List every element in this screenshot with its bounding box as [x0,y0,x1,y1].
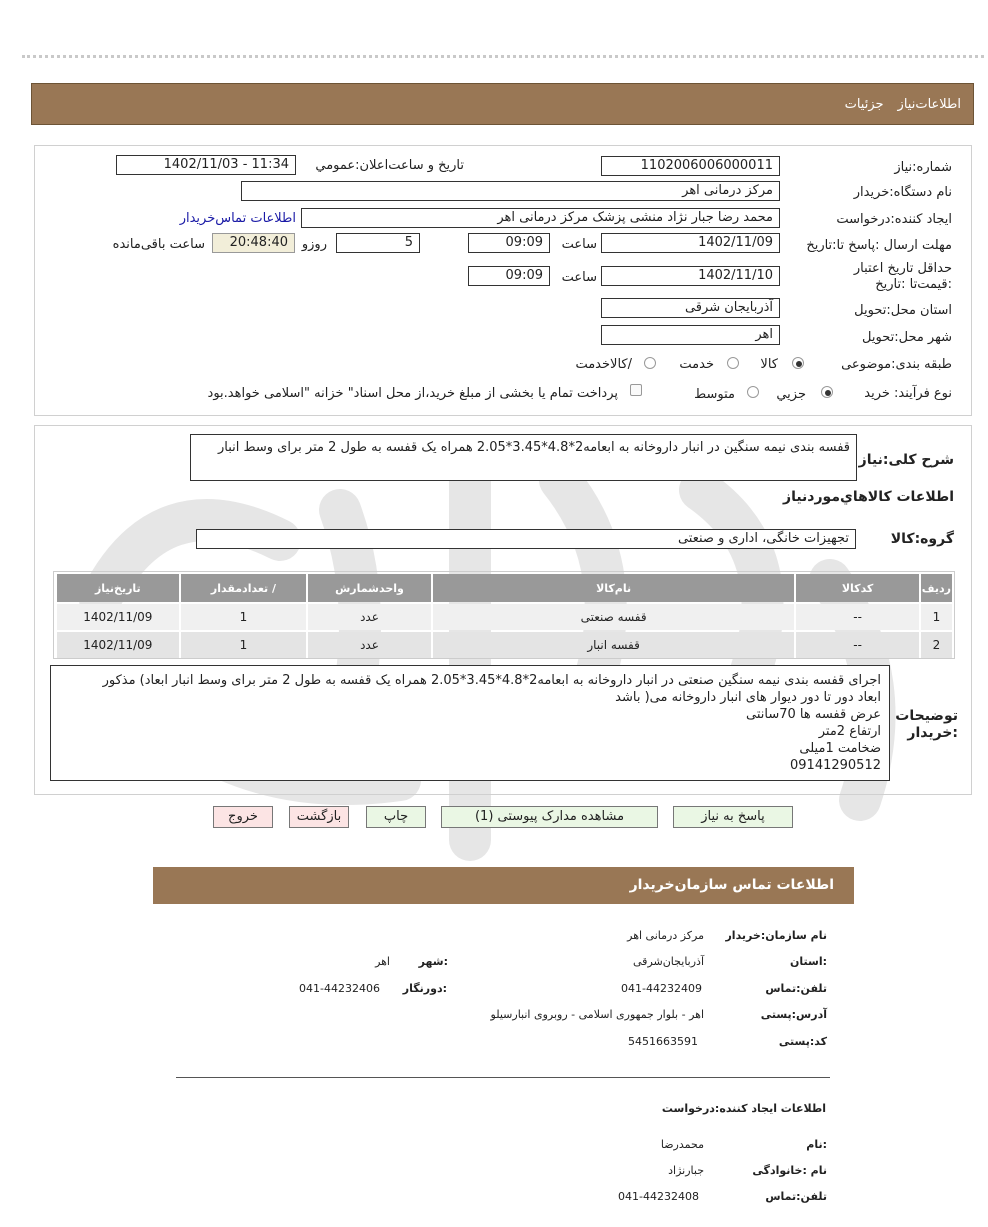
items-table-header [57,574,952,602]
col-code: کدکالا [796,574,918,602]
buyer-contact-link[interactable]: اطلاعات تماس‌خریدار [179,211,296,226]
contact-org-label: نام سازمان:خریدار [725,929,827,942]
buyer-org-field: مرکز درمانی اهر [241,181,780,201]
validity-label: حداقل تاریخ اعتبار :قیمت‌تا :تاریخ [853,261,952,292]
creator-label: ایجاد کننده:درخواست [836,212,952,227]
cell-name: قفسه انبار [433,632,795,658]
group-field: تجهیزات خانگی، اداری و صنعتی [196,529,856,549]
buyer-notes-line: 09141290512 [790,758,881,773]
reply-button[interactable]: پاسخ به نیاز [673,806,793,828]
col-quantity: / تعدادمقدار [181,574,307,602]
validity-date-field: 1402/11/10 [601,266,780,286]
validity-time-label: ساعت [561,270,597,285]
print-button[interactable]: چاپ [366,806,426,828]
tab-need-info[interactable]: اطلاعات‌نیاز [897,97,961,112]
contact-city-value: اهر [375,955,390,968]
days-label: روزو [301,237,327,252]
process-radio-medium[interactable] [747,386,759,398]
buyer-notes-line: عرض قفسه ها 70سانتی [746,707,881,722]
deadline-date-field: 1402/11/09 [601,233,780,253]
description-label: شرح کلی:نیاز [858,452,954,468]
creator-info-title: اطلاعات ایجاد کننده:درخواست [661,1102,826,1115]
cell-unit: عدد [308,604,431,630]
province-label: استان محل:تحویل [854,303,952,318]
contact-postal-value: 5451663591 [628,1035,698,1048]
days-field: 5 [336,233,420,253]
contact-phone-value: 041-44232409 [621,982,702,995]
creator-phone-label: تلفن:تماس [765,1190,827,1203]
col-row: ردیف [921,574,952,602]
buyer-notes-field [50,665,890,781]
col-unit: واحدشمارش [308,574,431,602]
header-bar [31,83,974,125]
top-divider [22,55,984,58]
category-radio-service[interactable] [727,357,739,369]
cell-quantity: 1 [181,604,307,630]
need-number-field: 1102006006000011 [601,156,780,176]
view-attachments-button[interactable]: مشاهده مدارک پیوستی (1) [441,806,658,828]
contact-address-label: آدرس:پستی [760,1008,827,1021]
category-radio-goods[interactable] [792,357,804,369]
group-label: گروه:کالا [890,531,954,547]
table-row [57,632,952,658]
items-table [55,572,954,660]
contact-province-value: آذربایجان‌شرقی [633,955,704,968]
buyer-org-label: نام دستگاه:خریدار [853,185,952,200]
remaining-label: ساعت باقی‌مانده [112,237,205,252]
process-option-medium: متوسط [694,387,735,402]
category-radio-goods-service[interactable] [644,357,656,369]
cell-code: -- [796,632,918,658]
validity-time-field: 09:09 [468,266,550,286]
contact-section-bar [153,867,854,904]
buyer-notes-label: توضیحات :خریدار [895,708,958,741]
table-row [57,604,952,630]
contact-separator [176,1077,830,1078]
tab-details[interactable]: جزئیات [844,97,884,112]
cell-need-date: 1402/11/09 [57,632,179,658]
exit-button[interactable]: خروج [213,806,273,828]
col-need-date: تاریخ‌نیاز [57,574,179,602]
announce-field: 1402/11/03 - 11:34 [116,155,296,175]
contact-section-title: اطلاعات تماس سازمان‌خریدار [629,877,834,893]
need-number-label: شماره:نیاز [894,160,952,175]
treasury-payment-note: پرداخت تمام یا بخشی از مبلغ خرید،از محل اسناد" خزانه "اسلامی خواهد.بود [207,386,618,401]
city-label: شهر محل:تحویل [862,330,952,345]
creator-first-name-label: :نام [806,1138,827,1151]
back-button[interactable]: بازگشت [289,806,349,828]
remaining-time-field: 20:48:40 [212,233,295,253]
buyer-notes-line: ضخامت 1میلی [799,741,881,756]
category-label: طبقه بندی:موضوعی [841,357,952,372]
description-field: قفسه بندی نیمه سنگین در انبار داروخانه به ابعامه2*4.8*3.45*2.05 همراه یک قفسه به طول 2 متر برای وسط انبار [190,434,857,481]
creator-first-name-value: محمدرضا [660,1138,704,1151]
cell-unit: عدد [308,632,431,658]
creator-field: محمد رضا جبار نژاد منشی پزشک مرکز درمانی اهر [301,208,780,228]
col-name: نام‌کالا [433,574,795,602]
category-option-service: خدمت [679,357,714,372]
buyer-notes-line: ارتفاع 2متر [818,724,881,739]
goods-info-title: اطلاعات کالاهاي‌موردنیاز [783,489,954,505]
process-option-partial: جزیي [776,387,806,402]
contact-address-value: اهر - بلوار جمهوری اسلامی - روبروی انبارسیلو [490,1008,704,1021]
contact-phone-label: تلفن:تماس [765,982,827,995]
deadline-time-field: 09:09 [468,233,550,253]
cell-need-date: 1402/11/09 [57,604,179,630]
cell-name: قفسه صنعتی [433,604,795,630]
cell-row: 1 [921,604,952,630]
contact-org-value: مرکز درمانی اهر [627,929,704,942]
contact-city-label: :شهر [418,955,448,968]
buyer-notes-line: ابعاد دور تا دور دیوار های انبار داروخانه می( باشد [615,690,881,705]
province-field: آذربایجان شرقی [601,298,780,318]
category-option-goods: کالا [760,357,778,372]
cell-row: 2 [921,632,952,658]
process-radio-partial[interactable] [821,386,833,398]
announce-label: تاریخ و ساعت‌اعلان:عمومي [315,158,464,173]
buyer-notes-line: اجرای قفسه بندی نیمه سنگین صنعتی در انبار داروخانه به ابعامه2*4.8*3.45*2.05 همراه یک قفسه به طول 2 متر برای وسط انبار ابعاد) مذکور [102,673,881,688]
contact-fax-label: :دورنگار [402,982,447,995]
cell-code: -- [796,604,918,630]
process-label: نوع فرآیند: خرید [864,386,952,401]
contact-fax-value: 041-44232406 [299,982,380,995]
contact-postal-label: کد:پستی [778,1035,827,1048]
city-field: اهر [601,325,780,345]
creator-last-name-value: جبارنژاد [668,1164,704,1177]
creator-last-name-label: نام :خانوادگی [752,1164,827,1177]
contact-province-label: :استان [790,955,827,968]
treasury-payment-checkbox[interactable] [630,384,642,396]
cell-quantity: 1 [181,632,307,658]
deadline-time-label: ساعت [561,237,597,252]
creator-phone-value: 041-44232408 [618,1190,699,1203]
category-option-goods-service: /کالاخدمت [575,357,632,372]
deadline-label: مهلت ارسال :پاسخ تا:تاریخ [806,238,952,253]
